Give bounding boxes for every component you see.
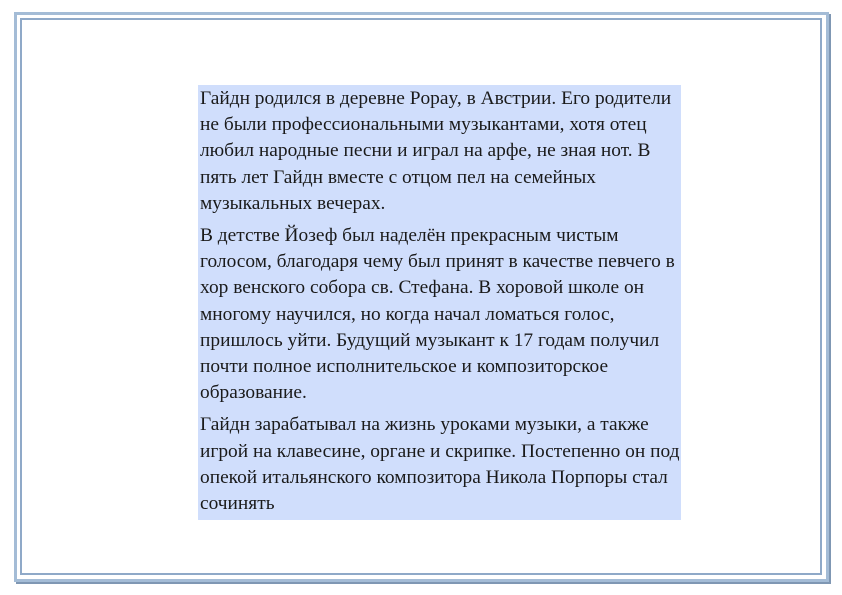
biography-text-box [198, 85, 681, 520]
paragraph-childhood: В детстве Йозеф был наделён прекрасным чистым голосом, благодаря чему был принят в качестве певчего в хор венского собора св. Стефана. В хоровой школе он многому научился, но когда начал ломаться голос, пришлось уйти. Будущий музыкант к 17 годам получил почти полное исполнительское и композиторское образование. [200, 225, 675, 404]
paragraph-birth: Гайдн родился в деревне Popay, в Австрии. Его родители не были профессиональными музыкантами, хотя отец любил народные песни и играл на арфе, не зная нот. В пять лет Гайдн вместе с отцом пел на семейных музыкальных вечерах. [200, 88, 672, 214]
paragraph-career: Гайдн зарабатывал на жизнь уроками музыки, а также игрой на клавесине, органе и скрипке. Постепенно он под опекой итальянского композитора Никола Порпоры стал сочинять [200, 414, 680, 515]
